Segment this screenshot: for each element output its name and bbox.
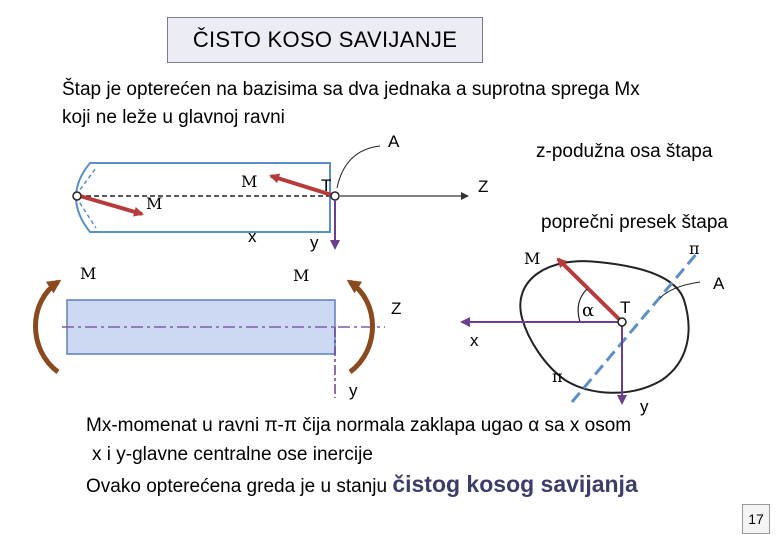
left-end-centroid: [73, 192, 81, 200]
label-T-top: T: [321, 176, 332, 195]
label-Z-top: Z: [478, 177, 489, 196]
page-number: 17: [742, 504, 770, 534]
bottom-line-3-emphasis: čistog kosog savijanja: [392, 471, 638, 497]
label-x-top: x: [248, 227, 257, 246]
beam-3d-outline: [76, 163, 330, 232]
label-pi-bottom: π: [552, 367, 563, 386]
label-T-section: T: [620, 298, 631, 317]
label-M-left-small: M: [146, 194, 163, 213]
intro-line-1: Štap je opterećen na bazisima sa dva jednaka a suprotna sprega Mx: [62, 79, 640, 100]
label-y-beam: y: [349, 381, 358, 400]
label-M-section: M: [524, 249, 541, 268]
intro-line-2: koji ne leže u glavnoj ravni: [62, 107, 285, 128]
centroid-T-section: [618, 318, 626, 326]
label-x-section: x: [470, 331, 479, 350]
beam-3d-sketch: [73, 146, 468, 248]
bottom-line-2: x i y-glavne centralne ose inercije: [92, 444, 373, 465]
bottom-line-3-plain: Ovako opterećena greda je u stanju: [86, 476, 388, 497]
label-pi-top: π: [689, 239, 700, 258]
couple-arrow-left: [36, 282, 59, 372]
bottom-line-1: Mx-momenat u ravni π-π čija normala zaklapa ugao α sa x osom: [86, 415, 632, 436]
label-M-left: M: [80, 264, 97, 283]
label-M-mid: M: [293, 266, 310, 285]
slide-title: ČISTO KOSO SAVIJANJE: [167, 17, 483, 63]
centroid-T-top: [331, 192, 339, 200]
label-A-section: A: [713, 274, 725, 293]
label-alpha: α: [582, 300, 595, 321]
z-axis-description: z-podužna osa štapa: [536, 141, 713, 162]
label-y-top: y: [310, 233, 319, 252]
label-A-top: A: [388, 132, 400, 151]
label-M-top: M: [241, 172, 258, 191]
label-y-section: y: [640, 397, 649, 416]
label-A-leader: [337, 146, 380, 188]
cross-section: [462, 252, 700, 403]
cross-section-description: poprečni presek štapa: [541, 212, 728, 233]
label-Z-mid: Z: [391, 299, 402, 318]
cross-section-outline: [520, 261, 688, 393]
bottom-line-3: [86, 473, 638, 498]
beam-2d-sketch: [36, 282, 386, 398]
